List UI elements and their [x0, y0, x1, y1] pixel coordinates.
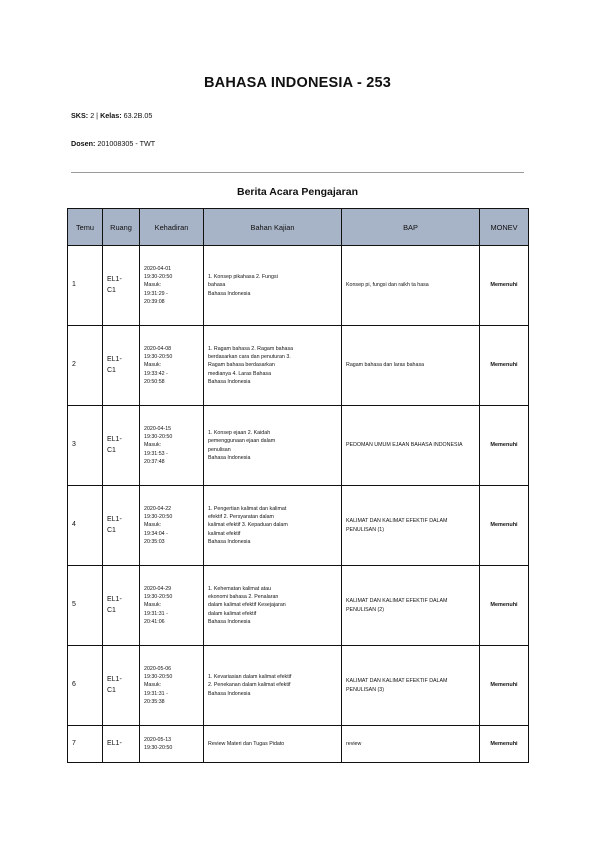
cell-bahan-kajian [204, 326, 342, 406]
kehadiran-line: Masuk: [144, 362, 162, 369]
bahan-line: 1. Ragam bahasa 2. Ragam bahasa [208, 345, 294, 352]
cell-monev: Memenuhi [480, 566, 529, 646]
kehadiran-line: 19:31:31 - [144, 690, 168, 697]
ruang-line: EL1- [107, 276, 122, 284]
cell-monev: Memenuhi [480, 406, 529, 486]
bahan-line: Bahasa Indonesia [208, 690, 251, 697]
cell-bahan-kajian [204, 406, 342, 486]
kehadiran-line: 2020-04-15 [144, 425, 172, 432]
cell-bahan-kajian [204, 486, 342, 566]
ruang-line: EL1- [107, 676, 122, 684]
bahan-line: 1. Kevariasian dalam kalimat efektif [208, 674, 292, 681]
cell-bap: PEDOMAN UMUM EJAAN BAHASA INDONESIA [342, 406, 480, 486]
cell-bap: Konsep pi, fungsi dan raikh ta hasa [342, 246, 480, 326]
kehadiran-line: 2020-04-01 [144, 265, 172, 272]
ruang-line: EL1- [107, 516, 122, 524]
cell-ruang [103, 566, 140, 646]
header-temu: Temu [68, 209, 103, 246]
kehadiran-line: 2020-04-29 [144, 585, 172, 592]
cell-bap: review [342, 726, 480, 763]
bahan-line: 1. Pengertian kalimat dan kalimat [208, 505, 287, 512]
kehadiran-line: 20:39:08 [144, 298, 165, 305]
kehadiran-line: 20:41:06 [144, 618, 165, 625]
cell-temu: 2 [68, 326, 103, 406]
bahan-line: Bahasa Indonesia [208, 538, 251, 545]
kehadiran-line: 19:30-20:50 [144, 434, 173, 441]
cell-bahan-kajian [204, 566, 342, 646]
kehadiran-line: Masuk: [144, 282, 162, 289]
kehadiran-line: 20:35:38 [144, 698, 165, 705]
cell-bap: Ragam bahasa dan laras bahasa [342, 326, 480, 406]
kehadiran-line: 19:30-20:50 [144, 674, 173, 681]
kehadiran-line: 20:50:58 [144, 378, 165, 385]
cell-temu: 3 [68, 406, 103, 486]
kehadiran-line: Masuk: [144, 682, 162, 689]
ruang-line: C1 [107, 366, 116, 374]
kehadiran-line: Masuk: [144, 442, 162, 449]
bahan-line: ekonomi bahasa 2. Penalaran [208, 594, 279, 601]
bahan-line: dalam kalimat efektif Kesejajaran [208, 602, 286, 609]
table-row [68, 246, 529, 326]
cell-monev: Memenuhi [480, 726, 529, 763]
table-row [68, 566, 529, 646]
cell-temu: 7 [68, 726, 103, 763]
kehadiran-line: 19:34:04 - [144, 530, 168, 537]
bahan-line: pemenggunaan ejaan dalam [208, 438, 276, 445]
bahan-line: 1. Konsep ejaan 2. Kaidah [208, 430, 271, 437]
kehadiran-line: 2020-04-08 [144, 345, 172, 352]
header-monev: MONEV [480, 209, 529, 246]
kehadiran-line: 20:37:48 [144, 458, 165, 465]
header-kehadiran: Kehadiran [140, 209, 204, 246]
cell-kehadiran [140, 486, 204, 566]
bahan-line: penulisan [208, 446, 231, 453]
cell-monev: Memenuhi [480, 246, 529, 326]
cell-ruang [103, 406, 140, 486]
header-bahan-kajian: Bahan Kajian [204, 209, 342, 246]
kehadiran-line: 2020-05-06 [144, 665, 172, 672]
ruang-line: C1 [107, 686, 116, 694]
bap-table [67, 208, 529, 763]
kehadiran-line: 19:30-20:50 [144, 594, 173, 601]
bahan-line: kalimat efektif [208, 530, 241, 537]
ruang-line: EL1- [107, 356, 122, 364]
table-row [68, 486, 529, 566]
header-bap: BAP [342, 209, 480, 246]
ruang-line: C1 [107, 446, 116, 454]
cell-kehadiran [140, 246, 204, 326]
bahan-line: Review Materi dan Tugas Pidato [208, 740, 285, 747]
cell-kehadiran [140, 326, 204, 406]
table-row [68, 646, 529, 726]
bahan-line: dalam kalimat efektif [208, 610, 257, 617]
cell-monev: Memenuhi [480, 646, 529, 726]
cell-temu: 4 [68, 486, 103, 566]
cell-ruang [103, 726, 140, 763]
cell-temu: 1 [68, 246, 103, 326]
dosen-label: Dosen: [71, 139, 96, 148]
bahan-line: Bahasa Indonesia [208, 290, 251, 297]
kehadiran-line: Masuk: [144, 602, 162, 609]
bahan-line: Bahasa Indonesia [208, 378, 251, 385]
cell-monev: Memenuhi [480, 486, 529, 566]
course-meta: SKS: 2 | Kelas: 63.2B.05 [71, 111, 153, 120]
divider [71, 172, 524, 173]
ruang-line: C1 [107, 286, 116, 294]
bahan-line: medianya 4. Laras Bahasa [208, 370, 272, 377]
kehadiran-line: 19:30-20:50 [144, 745, 173, 751]
cell-kehadiran [140, 646, 204, 726]
bahan-line: Bahasa Indonesia [208, 454, 251, 461]
ruang-line: EL1- [107, 739, 122, 747]
table-row [68, 406, 529, 486]
cell-ruang [103, 326, 140, 406]
cell-bap: KALIMAT DAN KALIMAT EFEKTIF DALAM PENULISAN (2) [342, 566, 480, 646]
cell-bahan-kajian [204, 646, 342, 726]
kehadiran-line: 19:31:31 - [144, 610, 168, 617]
cell-kehadiran [140, 566, 204, 646]
bahan-line: efektif 2. Persyaratan dalam [208, 514, 274, 521]
sks-value: 2 [90, 111, 95, 120]
ruang-line: EL1- [107, 596, 122, 604]
kehadiran-line: 2020-05-13 [144, 736, 172, 743]
table-row [68, 726, 529, 763]
kehadiran-line: 19:31:53 - [144, 450, 168, 457]
kehadiran-line: 19:31:29 - [144, 290, 168, 297]
cell-bahan-kajian [204, 726, 342, 763]
bahan-line: 2. Penekanan dalam kalimat efektif [208, 682, 291, 689]
kehadiran-line: 19:30-20:50 [144, 274, 173, 281]
ruang-line: C1 [107, 606, 116, 614]
ruang-line: C1 [107, 526, 116, 534]
table-row [68, 326, 529, 406]
lecturer-meta [71, 139, 155, 148]
cell-bap: KALIMAT DAN KALIMAT EFEKTIF DALAM PENULISAN (1) [342, 486, 480, 566]
cell-bap: KALIMAT DAN KALIMAT EFEKTIF DALAM PENULISAN (3) [342, 646, 480, 726]
cell-kehadiran [140, 406, 204, 486]
cell-ruang [103, 486, 140, 566]
cell-temu: 5 [68, 566, 103, 646]
cell-ruang [103, 246, 140, 326]
bahan-line: kalimat efektif 3. Kepaduan dalam [208, 522, 288, 529]
header-ruang: Ruang [103, 209, 140, 246]
cell-monev: Memenuhi [480, 326, 529, 406]
kehadiran-line: 20:35:03 [144, 538, 165, 545]
kehadiran-line: 19:30-20:50 [144, 514, 173, 521]
kelas-value: 63.2B.05 [123, 111, 153, 120]
cell-bahan-kajian [204, 246, 342, 326]
ruang-line: EL1- [107, 436, 122, 444]
bahan-line: Bahasa Indonesia [208, 618, 251, 625]
bahan-line: Ragam bahasa berdasarkan [208, 362, 275, 369]
bahan-line: berdasarkan cara dan penuturan 3. [208, 354, 291, 361]
table-header-row [68, 209, 529, 246]
course-title: BAHASA INDONESIA - 253 [203, 75, 392, 91]
cell-temu: 6 [68, 646, 103, 726]
bahan-line: 1. Konsep pikahasa 2. Fungsi [208, 274, 278, 281]
section-title: Berita Acara Pengajaran [236, 186, 358, 198]
cell-ruang [103, 646, 140, 726]
bahan-line: 1. Kehematan kalimat atau [208, 585, 272, 592]
kehadiran-line: 19:33:42 - [144, 370, 168, 377]
kehadiran-line: 19:30-20:50 [144, 354, 173, 361]
cell-kehadiran [140, 726, 204, 763]
kehadiran-line: 2020-04-22 [144, 505, 172, 512]
kehadiran-line: Masuk: [144, 522, 162, 529]
bahan-line: bahasa [208, 282, 226, 289]
sks-label: SKS: [71, 111, 89, 120]
kelas-label: Kelas: [100, 111, 122, 120]
dosen-value: 201008305 - TWT [97, 139, 156, 148]
